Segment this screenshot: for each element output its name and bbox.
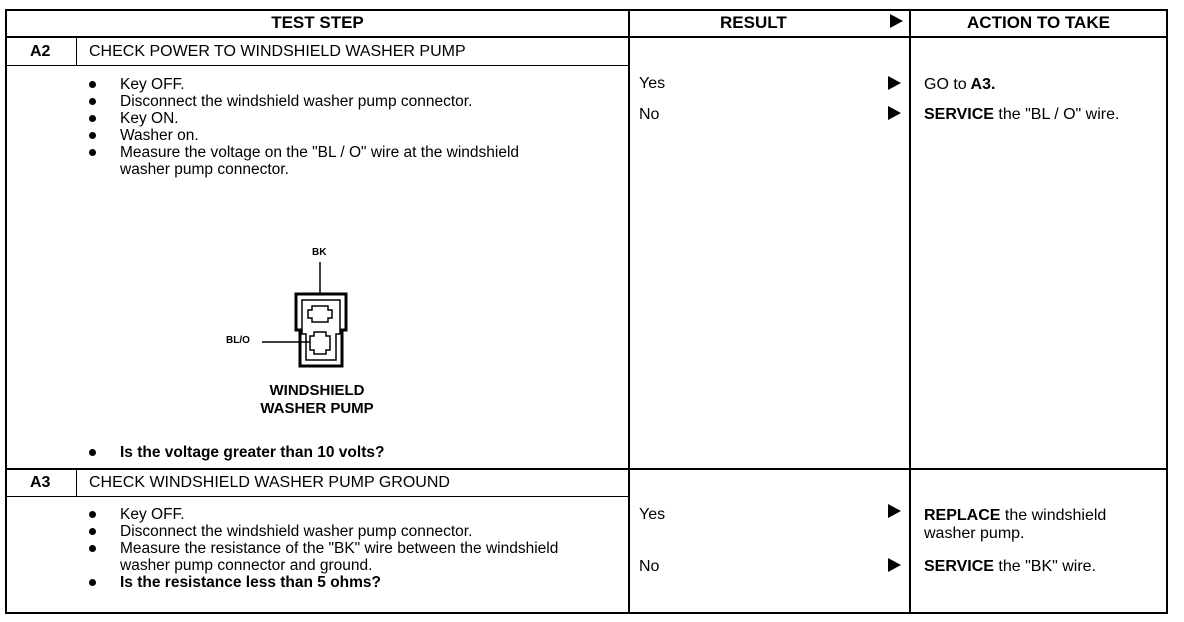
a3-yes-arrow-icon: [888, 504, 901, 518]
action-column-divider: [909, 9, 911, 614]
header-action: ACTION TO TAKE: [967, 13, 1110, 32]
table-bottom-border: [5, 612, 1168, 614]
list-item: Key OFF.: [80, 506, 620, 523]
header-result: RESULT: [720, 13, 787, 32]
a3-bullet-list: [80, 506, 620, 591]
diagram-caption: [232, 382, 402, 418]
action-verb: SERVICE: [924, 106, 994, 123]
result-column-divider: [628, 9, 630, 614]
list-item: Washer on.: [80, 127, 600, 144]
a2-result-no: No: [639, 106, 660, 123]
list-item: Measure the resistance of the "BK" wire between the windshield washer pump connector and ground.: [80, 540, 590, 574]
a3-action-yes: [924, 507, 1162, 543]
header-test-step: TEST STEP: [271, 13, 364, 32]
list-item: Disconnect the windshield washer pump connector.: [80, 523, 620, 540]
list-item: Measure the voltage on the "BL / O" wire at the windshield washer pump connector.: [80, 144, 560, 178]
a2-yes-arrow-icon: [888, 76, 901, 90]
a2-result-yes: Yes: [639, 75, 666, 92]
step-title-a2: CHECK POWER TO WINDSHIELD WASHER PUMP: [89, 43, 466, 60]
diagram-label-bk: BK: [312, 247, 327, 258]
table-right-border: [1166, 9, 1168, 614]
action-verb: SERVICE: [924, 558, 994, 575]
question-item: Is the resistance less than 5 ohms?: [80, 574, 620, 591]
table-left-border: [5, 9, 7, 614]
a2-action-yes: [924, 76, 1154, 94]
a2-title-bottom-border: [5, 65, 629, 66]
a2-bullet-list: [80, 76, 600, 178]
a2-bottom-border: [5, 468, 1168, 470]
step-id-divider-a3: [76, 470, 77, 497]
action-verb: GO to: [924, 76, 967, 93]
list-item: Disconnect the windshield washer pump connector.: [80, 93, 600, 110]
question-item: Is the voltage greater than 10 volts?: [80, 444, 600, 461]
a3-result-no: No: [639, 558, 660, 575]
a3-action-no: [924, 558, 1162, 576]
caption-line-1: WINDSHIELD: [269, 382, 365, 399]
list-item: Key OFF.: [80, 76, 600, 93]
action-rest: the "BL / O" wire.: [993, 106, 1120, 123]
a3-title-bottom-border: [5, 496, 629, 497]
a2-question: [80, 444, 600, 461]
washer-pump-connector-diagram: [250, 258, 390, 378]
a2-action-no: [924, 106, 1149, 124]
action-verb: REPLACE: [924, 507, 1001, 524]
list-item: Key ON.: [80, 110, 600, 127]
step-title-a3: CHECK WINDSHIELD WASHER PUMP GROUND: [89, 474, 450, 491]
header-arrow-icon: [890, 14, 903, 28]
step-id-divider-a2: [76, 38, 77, 66]
action-rest: the windshield washer pump.: [924, 507, 1107, 542]
a3-result-yes: Yes: [639, 506, 666, 523]
step-id-a2: A2: [30, 43, 51, 60]
a2-no-arrow-icon: [888, 106, 901, 120]
a3-no-arrow-icon: [888, 558, 901, 572]
caption-line-2: WASHER PUMP: [260, 400, 374, 417]
header-bottom-border: [5, 36, 1168, 38]
action-rest: A3.: [966, 76, 996, 93]
step-id-a3: A3: [30, 474, 51, 491]
diagram-label-blo: BL/O: [226, 335, 250, 346]
action-rest: the "BK" wire.: [993, 558, 1097, 575]
